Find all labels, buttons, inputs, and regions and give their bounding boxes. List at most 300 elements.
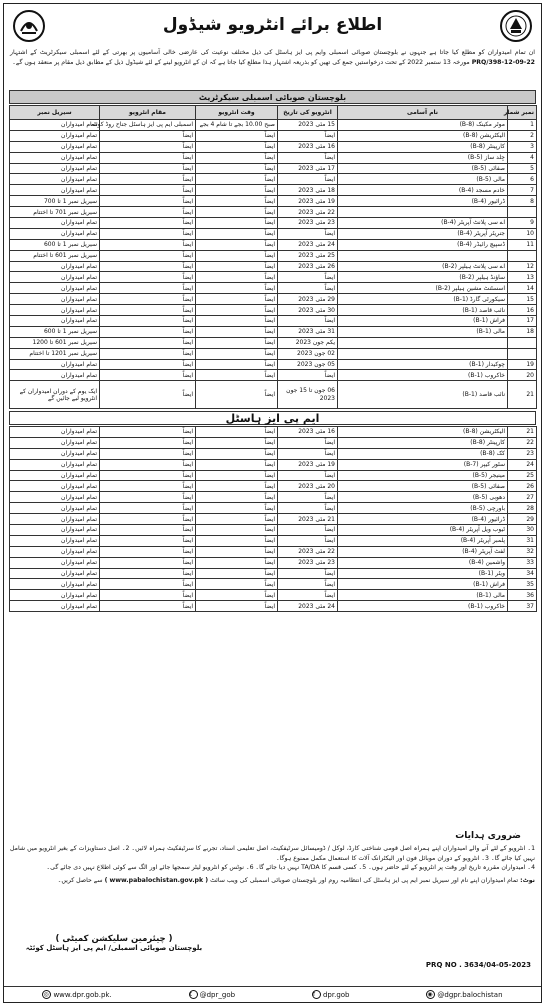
- cell-no: 3: [508, 141, 537, 152]
- cell-no: 12: [508, 261, 537, 272]
- col-no: نمبر شمار: [508, 106, 537, 120]
- cell-time: ایضاً: [196, 601, 278, 612]
- cell-post: اسسٹنٹ مشین ہیلپر (B-2): [338, 283, 508, 294]
- cell-post: سیکورٹی گارڈ (B-1): [338, 294, 508, 305]
- cell-date: ایضاً: [278, 568, 338, 579]
- cell-serial: سیریل نمبر 601 تا 1200: [10, 337, 100, 348]
- table-row: [10, 359, 537, 370]
- cell-post: لفٹ آپریٹر (B-4): [338, 546, 508, 557]
- cell-no: 36: [508, 590, 537, 601]
- cell-no: 22: [508, 437, 537, 448]
- cell-date: 02 جون 2023: [278, 348, 338, 359]
- cell-time: ایضاً: [196, 316, 278, 327]
- cell-post: خاکروب (B-1): [338, 601, 508, 612]
- table-row: [10, 557, 537, 568]
- cell-no: [508, 337, 537, 348]
- cell-no: [508, 348, 537, 359]
- note-line: [10, 876, 535, 886]
- cell-date: ایضاً: [278, 152, 338, 163]
- cell-no: 35: [508, 579, 537, 590]
- cell-no: 17: [508, 316, 537, 327]
- cell-time: ایضاً: [196, 459, 278, 470]
- cell-serial: تمام امیدواران: [10, 590, 100, 601]
- cell-venue: ایضاً: [100, 218, 196, 229]
- cell-date: ایضاً: [278, 437, 338, 448]
- table-row: [10, 381, 537, 409]
- cell-date: ایضاً: [278, 579, 338, 590]
- intro-paragraph: [10, 48, 535, 88]
- cell-no: 34: [508, 568, 537, 579]
- cell-time: ایضاً: [196, 503, 278, 514]
- cell-post: نائب قاصد (B-1): [338, 305, 508, 316]
- cell-time: ایضاً: [196, 294, 278, 305]
- cell-venue: ایضاً: [100, 590, 196, 601]
- table-row: [10, 239, 537, 250]
- cell-time: ایضاً: [196, 326, 278, 337]
- cell-time: ایضاً: [196, 283, 278, 294]
- cell-date: 18 مئی 2023: [278, 185, 338, 196]
- instagram-icon: ◉: [426, 990, 435, 999]
- cell-post: موٹر مکینک (B-8): [338, 120, 508, 131]
- cell-date: ایضاً: [278, 492, 338, 503]
- cell-date: ایضاً: [278, 535, 338, 546]
- cell-venue: ایضاً: [100, 316, 196, 327]
- cell-no: [508, 207, 537, 218]
- cell-date: 19 مئی 2023: [278, 459, 338, 470]
- cell-date: 05 جون 2023: [278, 359, 338, 370]
- prq-number: PRQ NO . 3634/04-05-2023: [425, 961, 531, 969]
- table-row: [10, 535, 537, 546]
- cell-time: ایضاً: [196, 185, 278, 196]
- cell-venue: ایضاً: [100, 503, 196, 514]
- cell-time: ایضاً: [196, 348, 278, 359]
- cell-no: 1: [508, 120, 537, 131]
- cell-venue: ایضاً: [100, 239, 196, 250]
- cell-time: ایضاً: [196, 525, 278, 536]
- table-row: [10, 481, 537, 492]
- cell-serial: تمام امیدواران: [10, 152, 100, 163]
- cell-post: پلمبر آپریٹر (B-4): [338, 535, 508, 546]
- cell-date: ایضاً: [278, 448, 338, 459]
- cell-time: ایضاً: [196, 174, 278, 185]
- cell-serial: تمام امیدواران: [10, 427, 100, 438]
- table-row: [10, 525, 537, 536]
- cell-date: 24 مئی 2023: [278, 239, 338, 250]
- table-row: [10, 196, 537, 207]
- cell-post: ساؤنڈ ہیلپر (B-2): [338, 272, 508, 283]
- cell-no: 25: [508, 470, 537, 481]
- table-header-row: [10, 106, 537, 120]
- cell-no: 27: [508, 492, 537, 503]
- cell-time: ایضاً: [196, 427, 278, 438]
- cell-no: 32: [508, 546, 537, 557]
- cell-venue: ایضاً: [100, 601, 196, 612]
- cell-post: اے سی پلانٹ ہیلپر (B-2): [338, 261, 508, 272]
- note-text: تمام امیدواران اپنے نام اور سیریل نمبر ایم پی ایز ہاسٹل کی انتظامیہ روم اور بلوچستان صوبائی اسمبلی کی ویب سائٹ: [210, 876, 519, 884]
- table-row: [10, 185, 537, 196]
- cell-serial: تمام امیدواران: [10, 481, 100, 492]
- table-row: [10, 174, 537, 185]
- cell-serial: ایک یوم کے دوران امیدواران کے انٹرویو لیے جائیں گے: [10, 381, 100, 409]
- cell-serial: تمام امیدواران: [10, 601, 100, 612]
- cell-time: ایضاً: [196, 590, 278, 601]
- cell-no: 28: [508, 503, 537, 514]
- cell-serial: سیریل نمبر 701 تا اختتام: [10, 207, 100, 218]
- cell-time: ایضاً: [196, 272, 278, 283]
- cell-post: الیکٹریشن (B-8): [338, 427, 508, 438]
- cell-no: 18: [508, 326, 537, 337]
- cell-post: مالی (B-1): [338, 326, 508, 337]
- cell-time: ایضاً: [196, 152, 278, 163]
- cell-post: ٹیوب ویل آپریٹر (B-4): [338, 525, 508, 536]
- cell-venue: ایضاً: [100, 228, 196, 239]
- cell-venue: ایضاً: [100, 370, 196, 381]
- cell-no: 21: [508, 381, 537, 409]
- cell-no: 8: [508, 196, 537, 207]
- footer-twitter[interactable]: [189, 990, 235, 999]
- cell-serial: تمام امیدواران: [10, 272, 100, 283]
- cell-time: ایضاً: [196, 448, 278, 459]
- cell-time: ایضاً: [196, 568, 278, 579]
- cell-date: 20 مئی 2023: [278, 481, 338, 492]
- cell-time: ایضاً: [196, 218, 278, 229]
- table-row: [10, 228, 537, 239]
- table-row: [10, 337, 537, 348]
- table-row: [10, 503, 537, 514]
- cell-time: ایضاً: [196, 163, 278, 174]
- twitter-icon: t: [189, 990, 198, 999]
- cell-serial: تمام امیدواران: [10, 261, 100, 272]
- footer-facebook-text: dpr.gob: [322, 990, 350, 999]
- cell-time: ایضاً: [196, 239, 278, 250]
- table-row: [10, 348, 537, 359]
- cell-venue: ایضاً: [100, 207, 196, 218]
- cell-date: ایضاً: [278, 525, 338, 536]
- cell-time: ایضاً: [196, 481, 278, 492]
- cell-serial: تمام امیدواران: [10, 503, 100, 514]
- cell-no: 37: [508, 601, 537, 612]
- cell-venue: ایضاً: [100, 568, 196, 579]
- cell-date: ایضاً: [278, 272, 338, 283]
- cell-no: 19: [508, 359, 537, 370]
- cell-date: ایضاً: [278, 174, 338, 185]
- cell-time: ایضاً: [196, 141, 278, 152]
- cell-no: [508, 250, 537, 261]
- cell-no: 10: [508, 228, 537, 239]
- cell-time: ایضاً: [196, 250, 278, 261]
- cell-post: دھوبی (B-5): [338, 492, 508, 503]
- cell-venue: ایضاً: [100, 448, 196, 459]
- cell-serial: سیریل نمبر 1 تا 700: [10, 196, 100, 207]
- cell-venue: ایضاً: [100, 492, 196, 503]
- cell-serial: تمام امیدواران: [10, 130, 100, 141]
- cell-time: ایضاً: [196, 514, 278, 525]
- table-row: [10, 130, 537, 141]
- note-end: سے حاصل کریں۔: [57, 876, 103, 884]
- cell-date: 23 مئی 2023: [278, 557, 338, 568]
- cell-date: 06 جون تا 15 جون 2023: [278, 381, 338, 409]
- cell-serial: تمام امیدواران: [10, 316, 100, 327]
- cell-time: ایضاً: [196, 557, 278, 568]
- cell-venue: ایضاً: [100, 130, 196, 141]
- table-row: [10, 590, 537, 601]
- cell-time: ایضاً: [196, 337, 278, 348]
- cell-time: ایضاً: [196, 196, 278, 207]
- table-row: [10, 546, 537, 557]
- signature-title: ( چیئرمین سلیکشن کمیٹی ): [55, 934, 173, 944]
- intro-text-rest: مورخہ 13 ستمبر 2022 کے تحت درخواستیں جمع کی تھیں کو بذریعہ اشتہار ہذا مطلع کیا جاتا ہے کہ ان کے انٹرویو لینے کے لئے شیڈول ذیل کے مطابق ذیل مقام پر منعقد ہوں گے۔: [12, 59, 470, 66]
- cell-no: 16: [508, 305, 537, 316]
- col-post: نام آسامی: [338, 106, 508, 120]
- cell-post: خادم مسجد (B-4): [338, 185, 508, 196]
- table-row: [10, 459, 537, 470]
- cell-post: [338, 250, 508, 261]
- cell-no: 4: [508, 152, 537, 163]
- cell-date: ایضاً: [278, 370, 338, 381]
- cell-post: صفائی (B-5): [338, 163, 508, 174]
- table-row: [10, 492, 537, 503]
- cell-date: 25 مئی 2023: [278, 250, 338, 261]
- cell-serial: تمام امیدواران: [10, 557, 100, 568]
- cell-post: جِلد ساز (B-5): [338, 152, 508, 163]
- footer-website[interactable]: [42, 990, 111, 999]
- cell-venue: ایضاً: [100, 437, 196, 448]
- note-label: نوٹ:: [520, 876, 535, 884]
- instructions-body: [10, 844, 535, 885]
- table-row: [10, 120, 537, 131]
- cell-post: [338, 207, 508, 218]
- cell-post: جنریٹر آپریٹر (B-4): [338, 228, 508, 239]
- cell-date: 16 مئی 2023: [278, 427, 338, 438]
- cell-time: ایضاً: [196, 305, 278, 316]
- schedule-table-hostel: [9, 426, 537, 612]
- cell-post: [338, 348, 508, 359]
- cell-date: ایضاً: [278, 503, 338, 514]
- cell-post: مینیجر (B-5): [338, 470, 508, 481]
- table-row: [10, 470, 537, 481]
- cell-venue: ایضاً: [100, 579, 196, 590]
- table-row: [10, 294, 537, 305]
- facebook-icon: f: [312, 990, 321, 999]
- cell-serial: تمام امیدواران: [10, 218, 100, 229]
- intro-ref: PRQ/398-12-09-22: [471, 59, 535, 66]
- table-row: [10, 305, 537, 316]
- cell-time: ایضاً: [196, 359, 278, 370]
- cell-serial: سیریل نمبر 1 تا 600: [10, 239, 100, 250]
- cell-serial: تمام امیدواران: [10, 228, 100, 239]
- cell-serial: تمام امیدواران: [10, 283, 100, 294]
- table-row: [10, 261, 537, 272]
- cell-post: کک (B-8): [338, 448, 508, 459]
- cell-date: 22 مئی 2023: [278, 546, 338, 557]
- cell-post: باورچی (B-5): [338, 503, 508, 514]
- cell-time: صبح 10.00 بجے تا شام 4 بجے: [196, 120, 278, 131]
- footer: [4, 986, 541, 1002]
- cell-date: 31 مئی 2023: [278, 326, 338, 337]
- cell-serial: تمام امیدواران: [10, 448, 100, 459]
- cell-serial: سیریل نمبر 1201 تا اختتام: [10, 348, 100, 359]
- section2-title: ایم پی ایز ہاسٹل: [9, 411, 536, 425]
- cell-date: 16 مئی 2023: [278, 141, 338, 152]
- cell-time: ایضاً: [196, 535, 278, 546]
- cell-venue: ایضاً: [100, 525, 196, 536]
- table-row: [10, 427, 537, 438]
- cell-no: 14: [508, 283, 537, 294]
- cell-no: 23: [508, 448, 537, 459]
- cell-venue: ایضاً: [100, 196, 196, 207]
- table-row: [10, 250, 537, 261]
- table-row: [10, 514, 537, 525]
- cell-post: ویٹر (B-1): [338, 568, 508, 579]
- cell-venue: ایضاً: [100, 272, 196, 283]
- cell-no: 26: [508, 481, 537, 492]
- col-venue: مقام انٹرویو: [100, 106, 196, 120]
- table-row: [10, 448, 537, 459]
- cell-date: 24 مئی 2023: [278, 601, 338, 612]
- cell-date: 17 مئی 2023: [278, 163, 338, 174]
- cell-venue: ایضاً: [100, 250, 196, 261]
- col-date: انٹرویو کی تاریخ: [278, 106, 338, 120]
- cell-serial: تمام امیدواران: [10, 525, 100, 536]
- cell-time: ایضاً: [196, 261, 278, 272]
- globe-icon: ◎: [42, 990, 51, 999]
- cell-no: 7: [508, 185, 537, 196]
- table-row: [10, 283, 537, 294]
- cell-no: 29: [508, 514, 537, 525]
- cell-venue: ایضاً: [100, 481, 196, 492]
- cell-no: 31: [508, 535, 537, 546]
- cell-venue: ایضاً: [100, 557, 196, 568]
- cell-venue: ایضاً: [100, 535, 196, 546]
- cell-venue: ایضاً: [100, 152, 196, 163]
- cell-no: 9: [508, 218, 537, 229]
- cell-no: 21: [508, 427, 537, 438]
- cell-venue: ایضاً: [100, 381, 196, 409]
- cell-date: ایضاً: [278, 316, 338, 327]
- cell-venue: ایضاً: [100, 326, 196, 337]
- cell-time: ایضاً: [196, 130, 278, 141]
- intro-text: ان تمام امیدواران کو مطلع کیا جاتا ہے جنہوں نے بلوچستان صوبائی اسمبلی وایم پی ایز ہاسٹل کی ذیل مختلف نوعیت کی عارضی خالی آسامیوں پر بھرتی کے لئے اسمبلی سیکرٹریٹ کے اشتہار: [10, 49, 535, 56]
- cell-venue: ایضاً: [100, 470, 196, 481]
- cell-serial: تمام امیدواران: [10, 370, 100, 381]
- cell-venue: ایضاً: [100, 427, 196, 438]
- table-row: [10, 272, 537, 283]
- table-row: [10, 437, 537, 448]
- cell-serial: تمام امیدواران: [10, 459, 100, 470]
- cell-date: 19 مئی 2023: [278, 196, 338, 207]
- cell-venue: ایضاً: [100, 185, 196, 196]
- cell-date: 23 مئی 2023: [278, 218, 338, 229]
- cell-date: ایضاً: [278, 283, 338, 294]
- cell-no: 5: [508, 163, 537, 174]
- cell-serial: تمام امیدواران: [10, 141, 100, 152]
- hostel-logo-icon: [12, 9, 46, 43]
- cell-post: اے سی پلانٹ آپریٹر (B-4): [338, 218, 508, 229]
- table-row: [10, 163, 537, 174]
- footer-twitter-text: @dpr_gob: [199, 990, 236, 999]
- cell-serial: سیریل نمبر 601 تا اختتام: [10, 250, 100, 261]
- cell-post: فراش (B-1): [338, 579, 508, 590]
- instructions-title: ضروری ہدایات: [455, 831, 521, 841]
- cell-venue: ایضاً: [100, 305, 196, 316]
- footer-website-text: www.dpr.gob.pk.: [53, 990, 112, 999]
- cell-serial: تمام امیدواران: [10, 470, 100, 481]
- footer-facebook[interactable]: [312, 990, 350, 999]
- table-row: [10, 601, 537, 612]
- cell-venue: ایضاً: [100, 294, 196, 305]
- cell-serial: تمام امیدواران: [10, 294, 100, 305]
- table-row: [10, 152, 537, 163]
- cell-time: ایضاً: [196, 546, 278, 557]
- section1-title: بلوچستان صوبائی اسمبلی سیکرٹریٹ: [9, 90, 536, 104]
- cell-serial: تمام امیدواران: [10, 514, 100, 525]
- footer-instagram[interactable]: [426, 990, 502, 999]
- cell-no: 2: [508, 130, 537, 141]
- cell-post: ڈرائیور (B-4): [338, 514, 508, 525]
- cell-date: 26 مئی 2023: [278, 261, 338, 272]
- cell-post: ڈرائیور (B-4): [338, 196, 508, 207]
- cell-serial: تمام امیدواران: [10, 174, 100, 185]
- signature-block: [24, 934, 204, 952]
- assembly-logo-icon: [499, 9, 533, 43]
- cell-post: کارپینٹر (B-8): [338, 141, 508, 152]
- cell-date: یکم جون 2023: [278, 337, 338, 348]
- cell-serial: تمام امیدواران: [10, 163, 100, 174]
- table-row: [10, 370, 537, 381]
- cell-time: ایضاً: [196, 470, 278, 481]
- cell-no: 20: [508, 370, 537, 381]
- cell-serial: تمام امیدواران: [10, 437, 100, 448]
- cell-time: ایضاً: [196, 381, 278, 409]
- cell-no: 15: [508, 294, 537, 305]
- instruction-1: 1۔ انٹرویو کے لئے آنے والے امیدواران اپنے ہمراہ اصل قومی شناختی کارڈ، لوکل / ڈومیسائل سرٹیفکیٹ، اصل تعلیمی اسناد، تجربے کا سرٹیفکیٹ ہمراہ لائیں۔ 2۔ اصل دستاویزات کے بغیر انٹرویو میں شامل نہیں کیا جائے گا۔ 3۔ انٹرویو کے دوران موبائل فون اور الیکٹرانک آلات کا استعمال مکمل ممنوع ہوگا۔: [10, 845, 536, 862]
- cell-date: 22 مئی 2023: [278, 207, 338, 218]
- cell-time: ایضاً: [196, 228, 278, 239]
- cell-no: 11: [508, 239, 537, 250]
- footer-instagram-text: @dgpr.balochistan: [437, 990, 503, 999]
- cell-no: 6: [508, 174, 537, 185]
- cell-post: [338, 337, 508, 348]
- col-time: وقت انٹرویو: [196, 106, 278, 120]
- page-title: اطلاع برائے انٹرویو شیڈول: [162, 15, 383, 35]
- cell-post: خاکروب (B-1): [338, 370, 508, 381]
- cell-date: 21 مئی 2023: [278, 514, 338, 525]
- cell-date: 30 مئی 2023: [278, 305, 338, 316]
- cell-serial: تمام امیدواران: [10, 568, 100, 579]
- cell-venue: ایضاً: [100, 459, 196, 470]
- cell-date: ایضاً: [278, 470, 338, 481]
- cell-serial: تمام امیدواران: [10, 535, 100, 546]
- cell-post: مالی (B-5): [338, 174, 508, 185]
- cell-post: نائب قاصد (B-1): [338, 381, 508, 409]
- cell-serial: تمام امیدواران: [10, 546, 100, 557]
- table-row: [10, 326, 537, 337]
- schedule-table-secretariat: [9, 105, 537, 409]
- header: [4, 4, 541, 48]
- cell-date: 15 مئی 2023: [278, 120, 338, 131]
- col-serial: سیریل نمبر: [10, 106, 100, 120]
- cell-post: کارپینٹر (B-8): [338, 437, 508, 448]
- cell-venue: ایضاً: [100, 174, 196, 185]
- table-row: [10, 579, 537, 590]
- cell-post: صفائی (B-5): [338, 481, 508, 492]
- cell-serial: تمام امیدواران: [10, 305, 100, 316]
- cell-venue: ایضاً: [100, 359, 196, 370]
- website-link[interactable]: ( www.pabalochistan.gov.pk ): [104, 876, 209, 884]
- cell-no: 33: [508, 557, 537, 568]
- cell-post: ڈسپیچ رائیڈر (B-4): [338, 239, 508, 250]
- cell-post: مالی (B-1): [338, 590, 508, 601]
